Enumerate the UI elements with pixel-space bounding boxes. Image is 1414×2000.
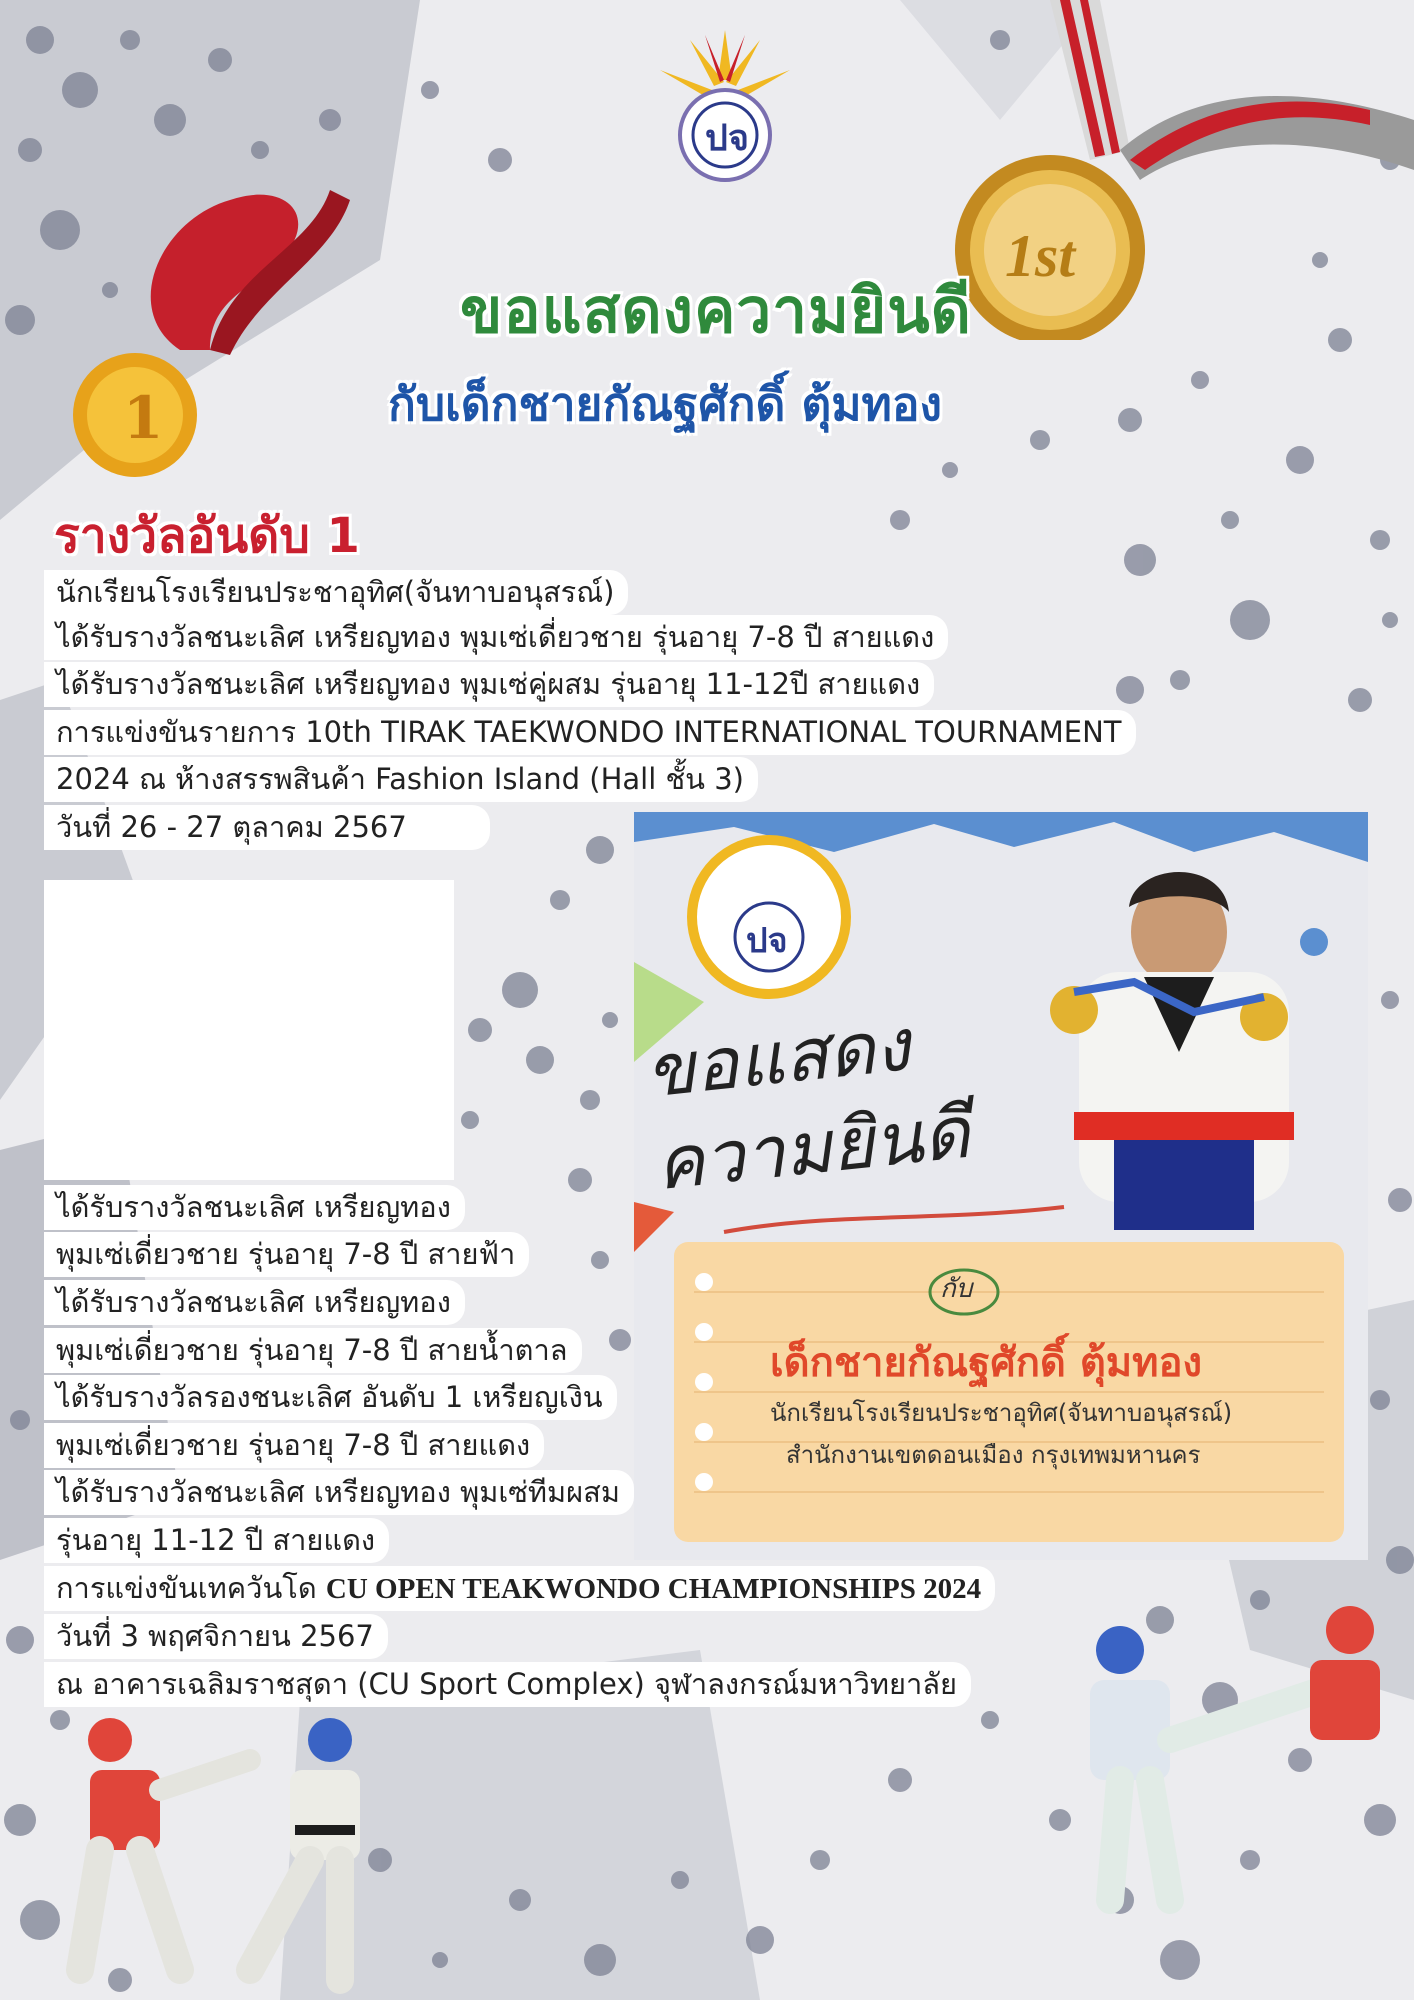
section2-line: พุมเซ่เดี่ยวชาย รุ่นอายุ 7-8 ปี สายฟ้า: [44, 1232, 529, 1277]
section1-line: ได้รับรางวัลชนะเลิศ เหรียญทอง พุมเซ่เดี่ยวชาย รุ่นอายุ 7-8 ปี สายแดง: [44, 615, 948, 660]
svg-text:ปจ: ปจ: [746, 921, 788, 961]
school-seal-icon: [650, 20, 800, 190]
section1-line: วันที่ 26 - 27 ตุลาคม 2567: [44, 805, 490, 850]
section2-line: รุ่นอายุ 11-12 ปี สายแดง: [44, 1518, 389, 1563]
handwritten-congrats-line2: ความยินดี: [651, 1089, 974, 1207]
gold-medal-left-icon: [60, 160, 360, 480]
page-title: ขอแสดงความยินดี: [460, 274, 972, 347]
section2-line: ได้รับรางวัลชนะเลิศ เหรียญทอง พุมเซ่ทีมผสม: [44, 1470, 634, 1515]
section2-event-line: [44, 1566, 995, 1611]
event-prefix: การแข่งขันเทควันโด: [56, 1571, 326, 1605]
text-background-block: [44, 880, 454, 1180]
section2-line: พุมเซ่เดี่ยวชาย รุ่นอายุ 7-8 ปี สายน้ำตาล: [44, 1328, 582, 1373]
event-name: CU OPEN TEAKWONDO CHAMPIONSHIPS 2024: [325, 1573, 982, 1605]
section1-line: นักเรียนโรงเรียนประชาอุทิศ(จันทาบอนุสรณ์): [44, 570, 628, 615]
medal-1st-label: 1st: [1005, 223, 1076, 289]
section2-line: พุมเซ่เดี่ยวชาย รุ่นอายุ 7-8 ปี สายแดง: [44, 1423, 544, 1468]
page-subtitle: กับเด็กชายกัณฐศักดิ์ ตุ้มทอง: [388, 377, 942, 431]
section2-line: ได้รับรางวัลชนะเลิศ เหรียญทอง: [44, 1185, 465, 1230]
section1-line: ได้รับรางวัลชนะเลิศ เหรียญทอง พุมเซ่คู่ผสม รุ่นอายุ 11-12ปี สายแดง: [44, 662, 934, 707]
section2-line: ได้รับรางวัลชนะเลิศ เหรียญทอง: [44, 1280, 465, 1325]
section2-venue-line: ณ อาคารเฉลิมราชสุดา (CU Sport Complex) จุฬาลงกรณ์มหาวิทยาลัย: [44, 1662, 971, 1707]
award-rank-heading: รางวัลอันดับ 1: [54, 508, 360, 564]
section1-line: 2024 ณ ห้างสรรพสินค้า Fashion Island (Hall ชั้น 3): [44, 757, 758, 802]
taekwondo-fighters-left-icon: [60, 1700, 390, 2000]
section2-date-line: วันที่ 3 พฤศจิกายน 2567: [44, 1614, 388, 1659]
taekwondo-fighters-right-icon: [1060, 1600, 1400, 1920]
svg-text:ปจ: ปจ: [705, 118, 749, 159]
handwritten-congrats-line1: ขอแสดง: [641, 1002, 914, 1114]
section2-line: ได้รับรางวัลรองชนะเลิศ อันดับ 1 เหรียญเงิน: [44, 1375, 617, 1420]
card-with-label: กับ: [940, 1274, 973, 1304]
svg-text:1: 1: [123, 384, 164, 452]
gold-medal-right-icon: [930, 0, 1414, 340]
card-school-name: นักเรียนโรงเรียนประชาอุทิศ(จันทาบอนุสรณ์): [770, 1399, 1233, 1427]
card-office-name: สำนักงานเขตดอนเมือง กรุงเทพมหานคร: [786, 1441, 1201, 1469]
section1-line: การแข่งขันรายการ 10th TIRAK TAEKWONDO INTERNATIONAL TOURNAMENT: [44, 710, 1136, 755]
card-student-name: เด็กชายกัณฐศักดิ์ ตุ้มทอง: [770, 1340, 1203, 1386]
